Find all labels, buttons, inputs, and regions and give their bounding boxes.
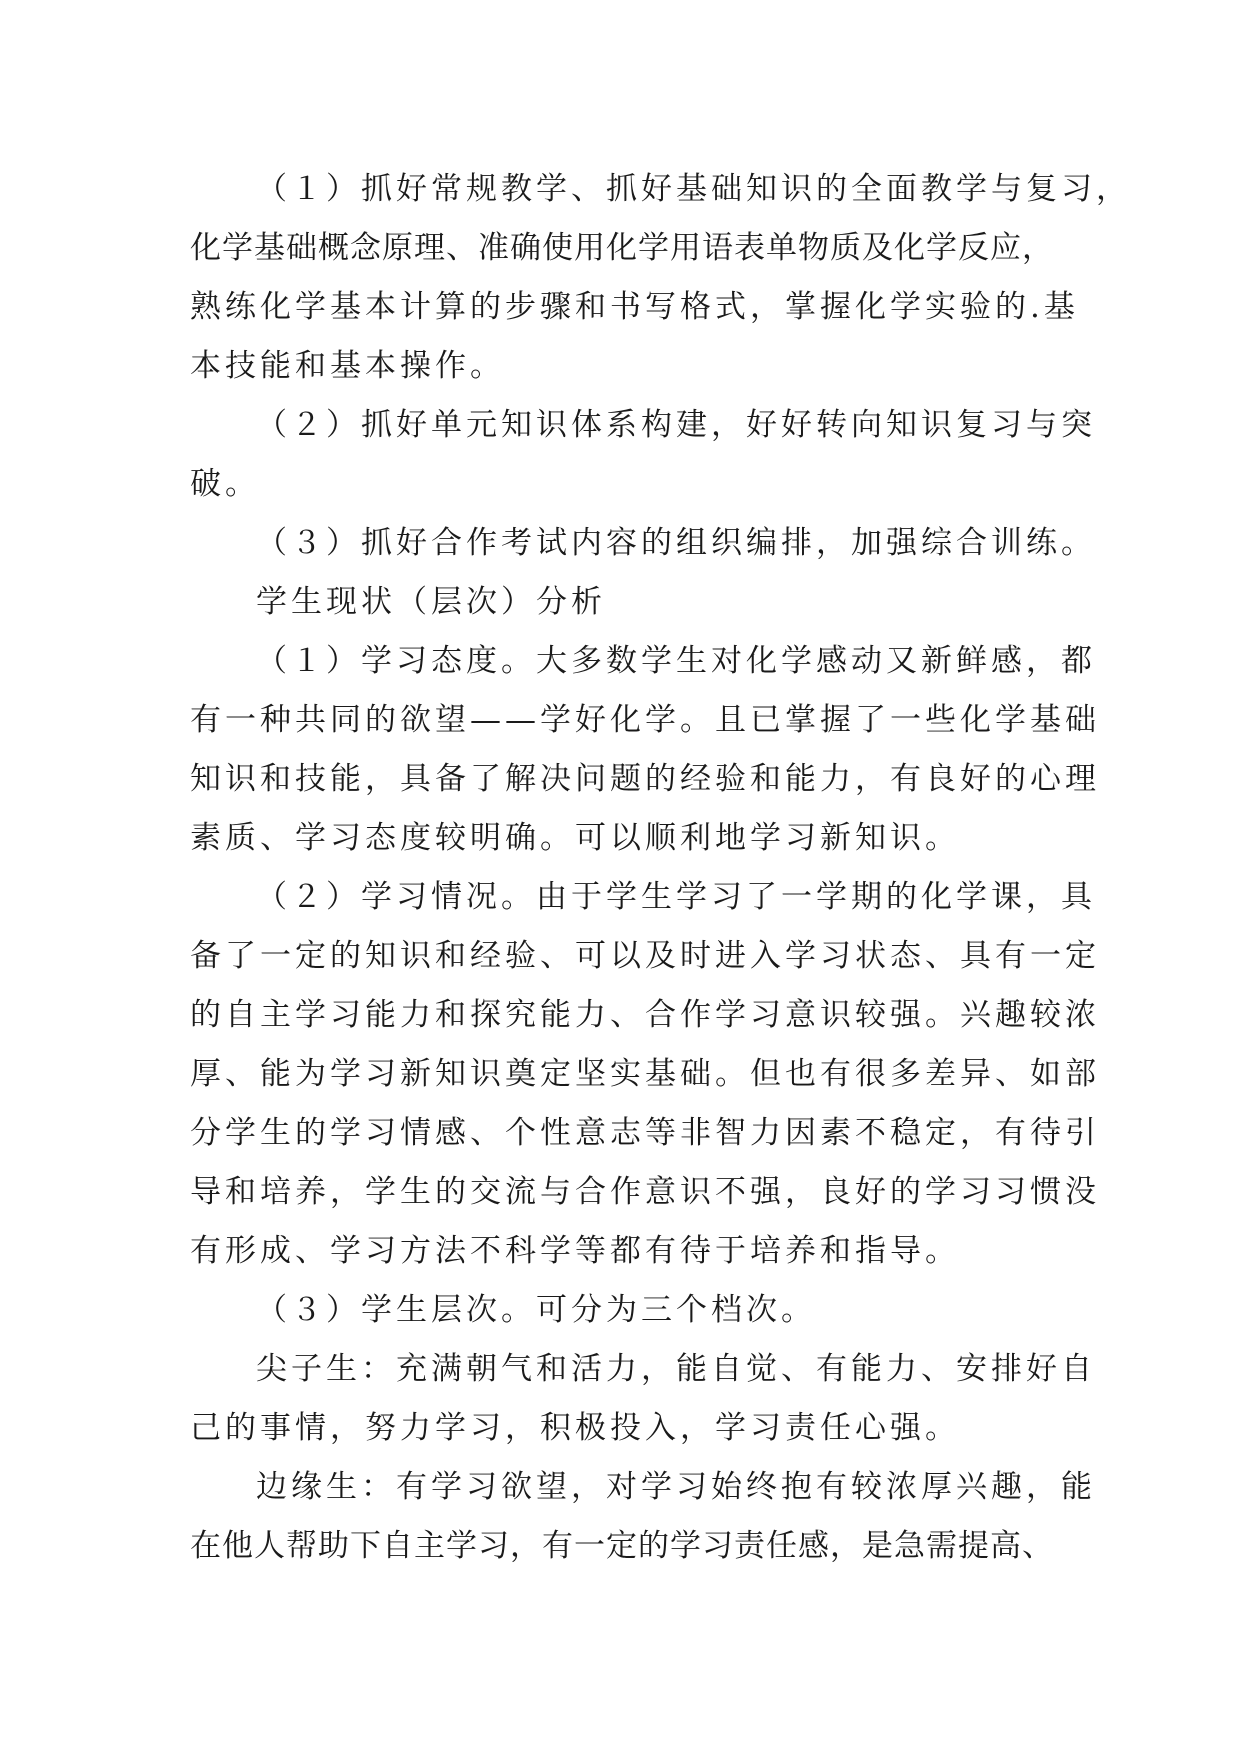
paragraph-line: 导和培养，学生的交流与合作意识不强，良好的学习习惯没 <box>190 1174 1100 1210</box>
paragraph-line: 尖子生：充满朝气和活力，能自觉、有能力、安排好自 <box>256 1351 1096 1387</box>
paragraph-line: 的自主学习能力和探究能力、合作学习意识较强。兴趣较浓 <box>190 997 1100 1033</box>
paragraph-line: 在他人帮助下自主学习，有一定的学习责任感，是急需提高、 <box>190 1528 1054 1564</box>
paragraph-line: 素质、学习态度较明确。可以顺利地学习新知识。 <box>190 820 960 856</box>
paragraph-line: （１）学习态度。大多数学生对化学感动又新鲜感，都 <box>256 643 1096 679</box>
paragraph-line: （２）抓好单元知识体系构建，好好转向知识复习与突 <box>256 407 1096 443</box>
paragraph-line: 有一种共同的欲望——学好化学。且已掌握了一些化学基础 <box>190 702 1100 738</box>
paragraph-line: 分学生的学习情感、个性意志等非智力因素不稳定，有待引 <box>190 1115 1100 1151</box>
paragraph-line: 己的事情，努力学习，积极投入，学习责任心强。 <box>190 1410 960 1446</box>
paragraph-line: 边缘生：有学习欲望，对学习始终抱有较浓厚兴趣，能 <box>256 1469 1096 1505</box>
paragraph-line: （２）学习情况。由于学生学习了一学期的化学课，具 <box>256 879 1096 915</box>
paragraph-line: 熟练化学基本计算的步骤和书写格式，掌握化学实验的.基 <box>190 289 1079 325</box>
paragraph-line: （３）学生层次。可分为三个档次。 <box>256 1292 816 1328</box>
paragraph-line: 化学基础概念原理、准确使用化学用语表单物质及化学反应， <box>190 230 1054 266</box>
paragraph-line: 备了一定的知识和经验、可以及时进入学习状态、具有一定 <box>190 938 1100 974</box>
document-body <box>190 160 1190 1576</box>
paragraph-line: 有形成、学习方法不科学等都有待于培养和指导。 <box>190 1233 960 1269</box>
paragraph-line: （３）抓好合作考试内容的组织编排，加强综合训练。 <box>256 525 1096 561</box>
paragraph-line: 破。 <box>190 466 260 502</box>
paragraph-line: 知识和技能，具备了解决问题的经验和能力，有良好的心理 <box>190 761 1100 797</box>
paragraph-line: 本技能和基本操作。 <box>190 348 505 384</box>
section-heading: 学生现状（层次）分析 <box>256 584 606 620</box>
paragraph-line: （１）抓好常规教学、抓好基础知识的全面教学与复习， <box>256 171 1131 207</box>
paragraph-line: 厚、能为学习新知识奠定坚实基础。但也有很多差异、如部 <box>190 1056 1100 1092</box>
